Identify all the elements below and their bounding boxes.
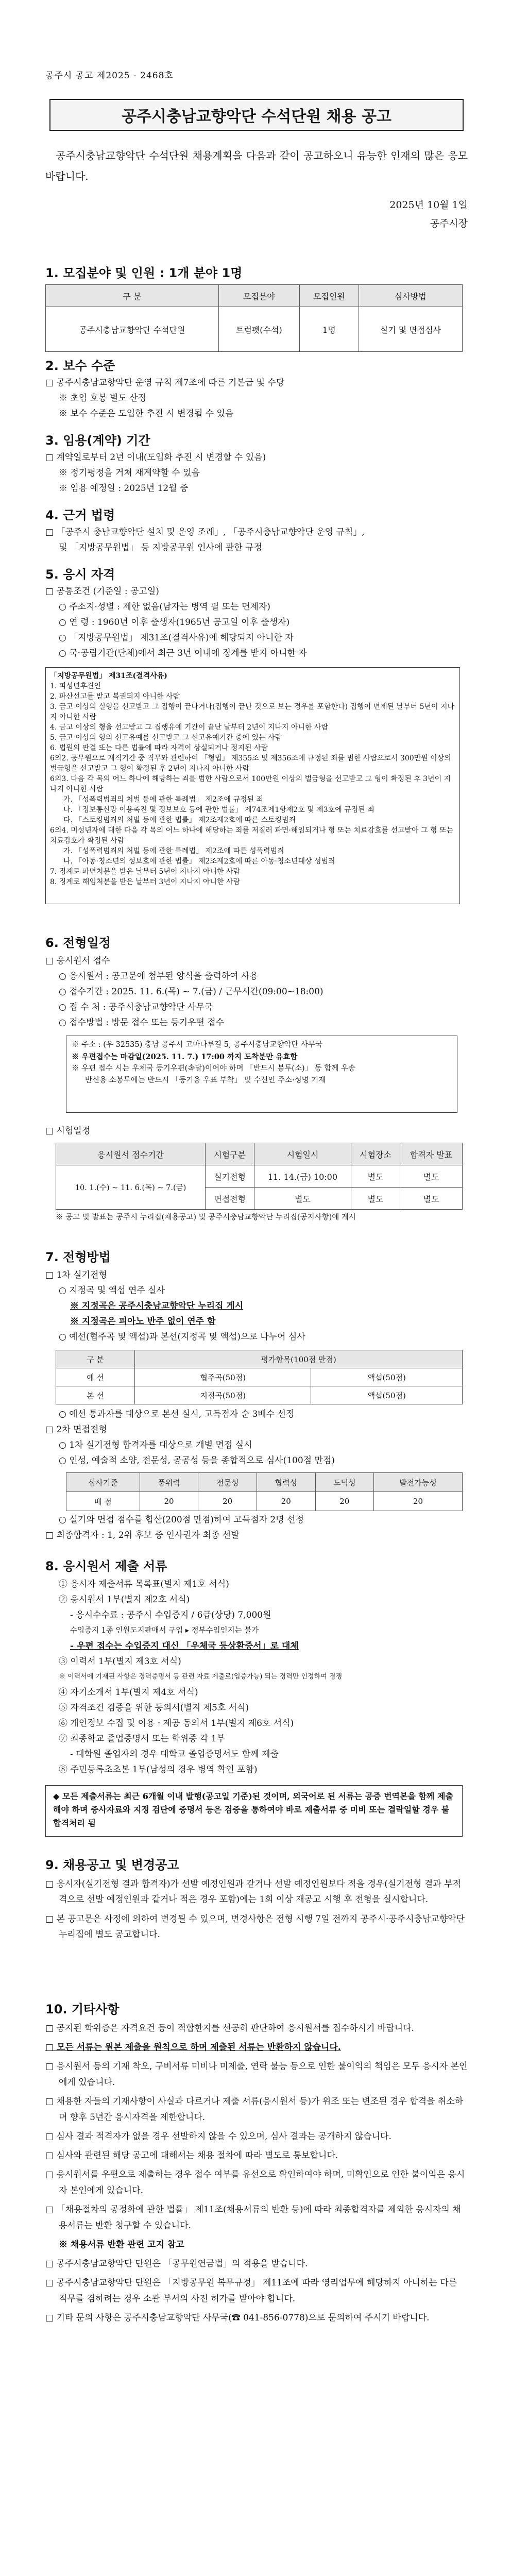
box-title: 「지방공무원법」 제31조(결격사유) (50, 672, 167, 680)
box-line: 나. 「아동·청소년의 성보호에 관한 법률」 제2조제2호에 따른 아동·청소년대상 성범죄 (63, 857, 335, 866)
text-line: ○ 지정곡 및 액섭 연주 실사 (59, 1285, 165, 1296)
text-line: □ 심사와 관련된 해당 공고에 대해서는 채용 절차에 따라 별도로 통보합니다. (45, 2150, 338, 2161)
text-line: ※ 임용 예정일 : 2025년 12월 중 (59, 483, 189, 494)
table-cell: 1명 (300, 307, 359, 352)
text-line: ※ 정기평정을 거쳐 재계약할 수 있음 (59, 468, 200, 478)
table-header-cell: 모집분야 (218, 285, 299, 307)
text-line: ③ 이력서 1부(별지 제3호 서식) (59, 1656, 181, 1667)
table-header-cell: 심사방법 (359, 285, 462, 307)
section-6-heading: 6. 전형일정 (45, 936, 111, 950)
table-cell: 액섭(50점) (311, 1386, 463, 1404)
text-line: ○ 예선(협주곡 및 액섭)과 본선(지정곡 및 액섭)으로 나누어 심사 (59, 1332, 305, 1342)
announcement-number: 공주시 공고 제2025 - 2468호 (45, 71, 174, 81)
text-line: ④ 자기소개서 1부(별지 제4호 서식) (59, 1687, 198, 1698)
table-header-cell: 품위력 (140, 1473, 198, 1492)
text-line: ⑥ 개인정보 수집 및 이용 · 제공 동의서 1부(별지 제6호 서식) (59, 1718, 294, 1728)
section-4-body (45, 524, 468, 555)
table-cell: 면접전형 (206, 1188, 254, 1210)
box-line: 6의4. 미성년자에 대한 다음 각 목의 어느 하나에 해당하는 죄를 저질러 파면·해임되거나 형 또는 치료감호를 선고받아 그 형 또는 치료감호가 확정된 사람 (50, 826, 454, 845)
text-line: □ 최종합격자 : 1, 2위 후보 중 인사권자 최종 선발 (45, 1530, 240, 1540)
text-line: ○ 접 수 처 : 공주시충남교향악단 사무국 (59, 1002, 213, 1012)
table-row (66, 1492, 463, 1511)
section-7-heading: 7. 전형방법 (45, 1250, 111, 1264)
eval-table (56, 1350, 463, 1404)
box-line: 가. 「성폭력범죄의 처벌 등에 관한 특례법」 제2조에 규정된 죄 (63, 795, 264, 804)
table-cell: 20 (374, 1492, 463, 1511)
text-line: □ 본 공고문은 사정에 의하여 변경될 수 있으며, 변경사항은 전형 시행 7일 전까지 공주시·공주시충남교향악단 누리집에 별도 공고합니다. (45, 1914, 465, 1940)
table-header-cell: 도덕성 (315, 1473, 374, 1492)
table-cell: 20 (315, 1492, 374, 1511)
schedule-label: □ 시험일정 (45, 1126, 91, 1136)
box-line: 2. 파산선고를 받고 복권되지 아니한 사람 (50, 692, 180, 701)
text-line: ※ 초임 호봉 별도 산정 (59, 393, 146, 403)
table-cell: 협주곡(50점) (135, 1368, 311, 1386)
table-header-cell: 평가항목(100점 만점) (135, 1350, 463, 1368)
table-cell: 트럼펫(수석) (218, 307, 299, 352)
table-cell: 별도 (351, 1188, 400, 1210)
text-line: ⑤ 자격조건 검증을 위한 동의서(별지 제5호 서식) (59, 1703, 249, 1713)
text-line: ○ 국·공립기관(단체)에서 최근 3년 이내에 징계를 받지 아니한 자 (59, 648, 307, 658)
box-line: 6. 법원의 판결 또는 다른 법률에 따라 자격이 상실되거나 정지된 사람 (50, 744, 268, 752)
box-line: ※ 우편접수는 마감일(2025. 11. 7.) 17:00 까지 도착분만 유효함 (72, 1053, 298, 1061)
text-line: □ 모든 서류는 원본 제출을 원칙으로 하며 제출된 서류는 반환하지 않습니다. (45, 2042, 341, 2053)
table-header-cell: 응시원서 접수기간 (56, 1143, 206, 1165)
table-cell: 10. 1.(수) ~ 11. 6.(목) ~ 7.(금) (56, 1165, 206, 1210)
table-row (56, 1165, 463, 1188)
section-7-body-b (45, 1406, 468, 1468)
table-cell: 20 (198, 1492, 257, 1511)
text-line: □ 공통조건 (기준일 : 공고일) (45, 586, 159, 597)
box-line: 가. 「성폭력범죄의 처벌 등에 관한 특례법」 제2조에 따른 성폭력범죄 (63, 847, 284, 855)
table-cell: 액섭(50점) (311, 1368, 463, 1386)
text-line: ⑧ 주민등록초초본 1부(남성의 경우 병역 확인 포함) (59, 1765, 258, 1775)
text-line: □ 1차 실기전형 (45, 1270, 107, 1280)
text-line: ○ 「지방공무원법」 제31조(결격사유)에 해당되지 아니한 자 (59, 633, 294, 643)
table-header-cell: 구 분 (46, 285, 219, 307)
interview-table (66, 1472, 463, 1511)
table-cell: 11. 14.(금) 10:00 (254, 1165, 351, 1188)
table-cell: 예 선 (56, 1368, 135, 1386)
table-header-cell: 협력성 (257, 1473, 315, 1492)
section-10-body (45, 2021, 468, 2326)
table-header-cell: 심사기준 (66, 1473, 140, 1492)
box-line: 5. 금고 이상의 형의 선고유예를 선고받고 그 선고유예기간 중에 있는 사람 (50, 734, 282, 742)
box-line: 다. 「스토킹범죄의 처벌 등에 관한 법률」 제2조제2호에 따른 스토킹범죄 (63, 816, 296, 824)
text-line: ○ 인성, 예술적 소양, 전문성, 공공성 등을 종합적으로 심사(100점 만점) (59, 1455, 335, 1466)
text-line: ○ 연 령 : 1960년 이후 출생자(1965년 공고일 이후 출생자) (59, 617, 290, 628)
table-cell: 20 (257, 1492, 315, 1511)
text-line: □ 응시원서 접수 (45, 956, 110, 966)
box-line: 3. 금고 이상의 실형을 선고받고 그 집행이 끝나거나(집행이 끝난 것으로 보는 경우를 포함한다) 집행이 면제된 날부터 5년이 지나지 아니한 사람 (50, 703, 455, 721)
table-header-cell: 시험장소 (351, 1143, 400, 1165)
section-6-body (45, 953, 468, 1030)
text-line: ※ 지정곡은 피아노 반주 없이 연주 함 (70, 1316, 216, 1327)
box-line: 1. 피성년후견인 (50, 682, 101, 690)
text-line: ① 응시자 제출서류 목록표(별지 제1호 서식) (59, 1579, 229, 1589)
text-line: ※ 보수 수준은 도입한 추진 시 변경될 수 있음 (59, 409, 234, 419)
table-header-cell: 합격자 발표 (400, 1143, 462, 1165)
disqualification-box (45, 667, 460, 904)
table-cell: 실기 및 면접심사 (359, 307, 462, 352)
table-header-cell: 전문성 (198, 1473, 257, 1492)
section-4-heading: 4. 근거 법령 (45, 508, 115, 522)
box-line: 4. 금고 이상의 형을 선고받고 그 집행유예 기간이 끝난 날부터 2년이 지나지 아니한 사람 (50, 723, 328, 732)
table-row (56, 1386, 463, 1404)
section-3-body (45, 450, 468, 496)
table-header-cell: 구 분 (56, 1350, 135, 1368)
box-line: 6의3. 다음 각 목의 어느 하나에 해당하는 죄를 범한 사람으로서 100만원 이상의 벌금형을 선고받고 그 형이 확정된 후 3년이 지나지 아니한 사람 (50, 775, 451, 793)
text-line: ○ 응시원서 : 공고문에 첨부된 양식을 출력하여 사용 (59, 971, 258, 981)
documents-warning-box: ◆ 모든 제출서류는 최근 6개월 이내 발행(공고일 기준)된 것이며, 외국어로 된 서류는 공증 번역본을 함께 제출해야 하며 증사자료와 지정 검단에 증명서 등은 검증을 통하여야 바로 제출서류 중 미비 또는 결락일할 경우 불합격처리 됨 (45, 1785, 463, 1837)
box-line: ※ 우편 접수 시는 우체국 등기우편(속달)이어야 하며 「반드시 봉투(소)」 동 함께 우송 (72, 1064, 356, 1073)
section-3-heading: 3. 임용(계약) 기간 (45, 433, 150, 448)
text-line: ② 응시원서 1부(별지 제2호 서식) (59, 1595, 190, 1605)
text-line: □ 응시자(실기전형 결과 합격자)가 선발 예정인원과 같거나 선발 예정인원보다 적을 경우(실기전형 결과 부적격으로 선발 예정인원과 같거나 적은 경우 포함)에는 1회 이상 재공고 시행 후 전형을 실시합니다. (45, 1879, 461, 1905)
text-line: □ 응시원서를 우편으로 제출하는 경우 접수 여부를 유선으로 확인하여야 하며, 미확인으로 인한 불이익은 응시자 본인에게 있습니다. (45, 2170, 465, 2196)
recruit-table (45, 284, 463, 352)
text-line: 수입증지 1종 인원도지판매서 구입 ▸ 정부수입인지는 불가 (70, 1626, 259, 1635)
text-line: □ 공지된 학위증은 자격요건 등이 적합한지를 선공히 판단하여 응시원서를 접수하시기 바랍니다. (45, 2023, 414, 2033)
table-header-row (66, 1473, 463, 1492)
section-7-body-c (45, 1512, 468, 1543)
section-8-body (45, 1577, 468, 1777)
section-1-heading: 1. 모집분야 및 인원 : 1개 분야 1명 (45, 266, 243, 280)
table-row (46, 307, 463, 352)
notice-title: 공주시충남교향악단 수석단원 채용 공고 (49, 99, 464, 131)
text-line: □ 2차 면접전형 (45, 1425, 107, 1435)
text-line: - 우편 접수는 수입증지 대신 「우체국 등상환증서」로 대체 (70, 1641, 299, 1651)
section-9-body (45, 1876, 468, 1942)
table-cell: 20 (140, 1492, 198, 1511)
table-cell: 지정곡(50점) (135, 1386, 311, 1404)
section-2-body (45, 375, 468, 421)
table-header-cell: 발전가능성 (374, 1473, 463, 1492)
text-line: - 응시수수료 : 공주시 수입증지 / 6급(상당) 7,000원 (70, 1610, 271, 1620)
text-line: □ 응시원서 등의 기재 착오, 구비서류 미비나 미제출, 연락 불능 등으로 인한 불이익의 책임은 모두 응시자 본인에게 있습니다. (45, 2061, 468, 2088)
schedule-table (56, 1143, 463, 1210)
text-line: □ 「공주시 충남교향악단 설치 및 운영 조례」, 「공주시충남교향악단 운영 규칙」, (45, 527, 365, 537)
section-8-heading: 8. 응시원서 제출 서류 (45, 1559, 167, 1573)
table-cell: 본 선 (56, 1386, 135, 1404)
table-header-cell: 모집인원 (300, 285, 359, 307)
text-line: ○ 1차 실기전형 합격자를 대상으로 개별 면접 실시 (59, 1440, 252, 1450)
intro-paragraph: 공주시충남교향악단 수석단원 채용계획을 다음과 같이 공고하오니 유능한 인재의 많은 응모 바랍니다. (45, 149, 468, 182)
section-7-body-a (45, 1267, 468, 1345)
table-cell: 실기전형 (206, 1165, 254, 1188)
box-line: 반신용 소봉투에는 반드시 「등기용 우표 부착」 및 수신인 주소·성명 기재 (85, 1076, 326, 1084)
text-line: □ 기타 문의 사항은 공주시충남교향악단 사무국(☎ 041-856-0778)으로 문의하여 주시기 바랍니다. (45, 2313, 430, 2323)
table-cell: 별도 (400, 1165, 462, 1188)
text-line: □ 심사 결과 적격자가 없을 경우 선발하지 않을 수 있으며, 심사 결과는 공개하지 않습니다. (45, 2131, 391, 2142)
box-line: 7. 징계로 파면처분을 받은 날부터 5년이 지나지 아니한 사람 (50, 868, 240, 876)
text-line: 및 「지방공무원법」 등 지방공무원 인사에 관한 규정 (59, 543, 262, 553)
table-cell: 별도 (254, 1188, 351, 1210)
table-header-row (56, 1350, 463, 1368)
issue-date: 2025년 10월 1일 (389, 199, 468, 211)
section-10-heading: 10. 기타사항 (45, 2002, 120, 2016)
text-line: ※ 지정곡은 공주시충남교향악단 누리집 게시 (70, 1301, 244, 1311)
text-line: ○ 예선 통과자를 대상으로 본선 실시, 고득점자 순 3배수 선정 (59, 1409, 295, 1419)
box-line: 6의2. 공무원으로 재직기간 중 직무와 관련하여 「형법」 제355조 및 제356조에 규정된 죄를 범한 사람으로서 300만원 이상의 벌금형을 선고받고 그 형이 확정된 후 2년이 지나지 아니한 사람 (50, 754, 451, 773)
table-cell: 별도 (351, 1165, 400, 1188)
text-line: - 대학원 졸업자의 경우 대학교 졸업증명서도 함께 제출 (70, 1749, 279, 1759)
table-row (56, 1368, 463, 1386)
table-header-cell: 시험일시 (254, 1143, 351, 1165)
issuer-name: 공주시장 (430, 218, 468, 229)
section-9-heading: 9. 채용공고 및 변경공고 (45, 1858, 179, 1872)
text-line: ○ 실기와 면접 점수를 합산(200점 만점)하여 고득점자 2명 선정 (59, 1515, 304, 1525)
table-cell: 배 점 (66, 1492, 140, 1511)
section-5-heading: 5. 응시 자격 (45, 567, 115, 582)
table-header-cell: 시험구분 (206, 1143, 254, 1165)
text-line: □ 채용한 자들의 기재사항이 사실과 다르거나 제출 서류(응시원서 등)가 위조 또는 변조된 경우 합격을 취소하며 향후 5년간 응시자격을 제한합니다. (45, 2096, 464, 2123)
schedule-note: ※ 공고 및 발표는 공주시 누리집(채용공고) 및 공주시충남교향악단 누리집(공지사항)에 게시 (56, 1213, 356, 1222)
box-line: ※ 주소 : (우 32535) 충남 공주시 고마나루길 5, 공주시충남교향악단 사무국 (72, 1041, 322, 1049)
text-line: ○ 주소지·성별 : 제한 없음(남자는 병역 필 또는 면제자) (59, 602, 270, 612)
text-line: ※ 채용서류 반환 관련 고지 참고 (59, 2240, 184, 2250)
section-2-heading: 2. 보수 수준 (45, 359, 115, 373)
text-line: ○ 접수방법 : 방문 접수 또는 등기우편 접수 (59, 1018, 225, 1028)
table-cell: 별도 (400, 1188, 462, 1210)
text-line: □ 계약일로부터 2년 이내(도입화 추진 시 변경할 수 있음) (45, 452, 266, 463)
text-line: □ 공주시충남교향악단 운영 규칙 제7조에 따른 기본급 및 수당 (45, 378, 285, 388)
section-5-body (45, 584, 468, 661)
text-line: □ 공주시충남교향악단 단원은 「공무원연금법」의 적용을 받습니다. (45, 2259, 308, 2269)
text-line: □ 「채용절차의 공정화에 관한 법률」 제11조(채용서류의 반환 등)에 따라 최종합격자를 제외한 응시자의 채용서류는 반환 청구할 수 있습니다. (45, 2205, 461, 2231)
table-header-row (46, 285, 463, 307)
box-line: 나. 「정보통신망 이용촉진 및 정보보호 등에 관한 법률」 제74조제1항제2호 및 제3호에 규정된 죄 (63, 806, 374, 814)
issue-block (389, 196, 468, 233)
text-line: ⑦ 최종학교 졸업증명서 또는 학위증 각 1부 (59, 1734, 225, 1744)
text-line: ○ 접수기간 : 2025. 11. 6.(목) ~ 7.(금) / 근무시간(09:00~18:00) (59, 987, 323, 997)
table-header-row (56, 1143, 463, 1165)
box-line: 8. 징계로 해임처분을 받은 날부터 3년이 지나지 아니한 사람 (50, 878, 240, 886)
text-line: ※ 이력서에 기재된 사항은 경력증명서 등 관련 자료 제출로(입증가능) 되는 경력만 인정하여 경쟁 (59, 1673, 342, 1681)
text-line: □ 공주시충남교향악단 단원은 「지방공무원 복무규정」 제11조에 따라 영리업무에 해당하지 아니하는 다른 직무를 겸하려는 경우 소관 부서의 사전 허가를 받아야 합니다. (45, 2278, 457, 2304)
mail-notice-box (66, 1036, 457, 1113)
table-cell: 공주시충남교향악단 수석단원 (46, 307, 219, 352)
